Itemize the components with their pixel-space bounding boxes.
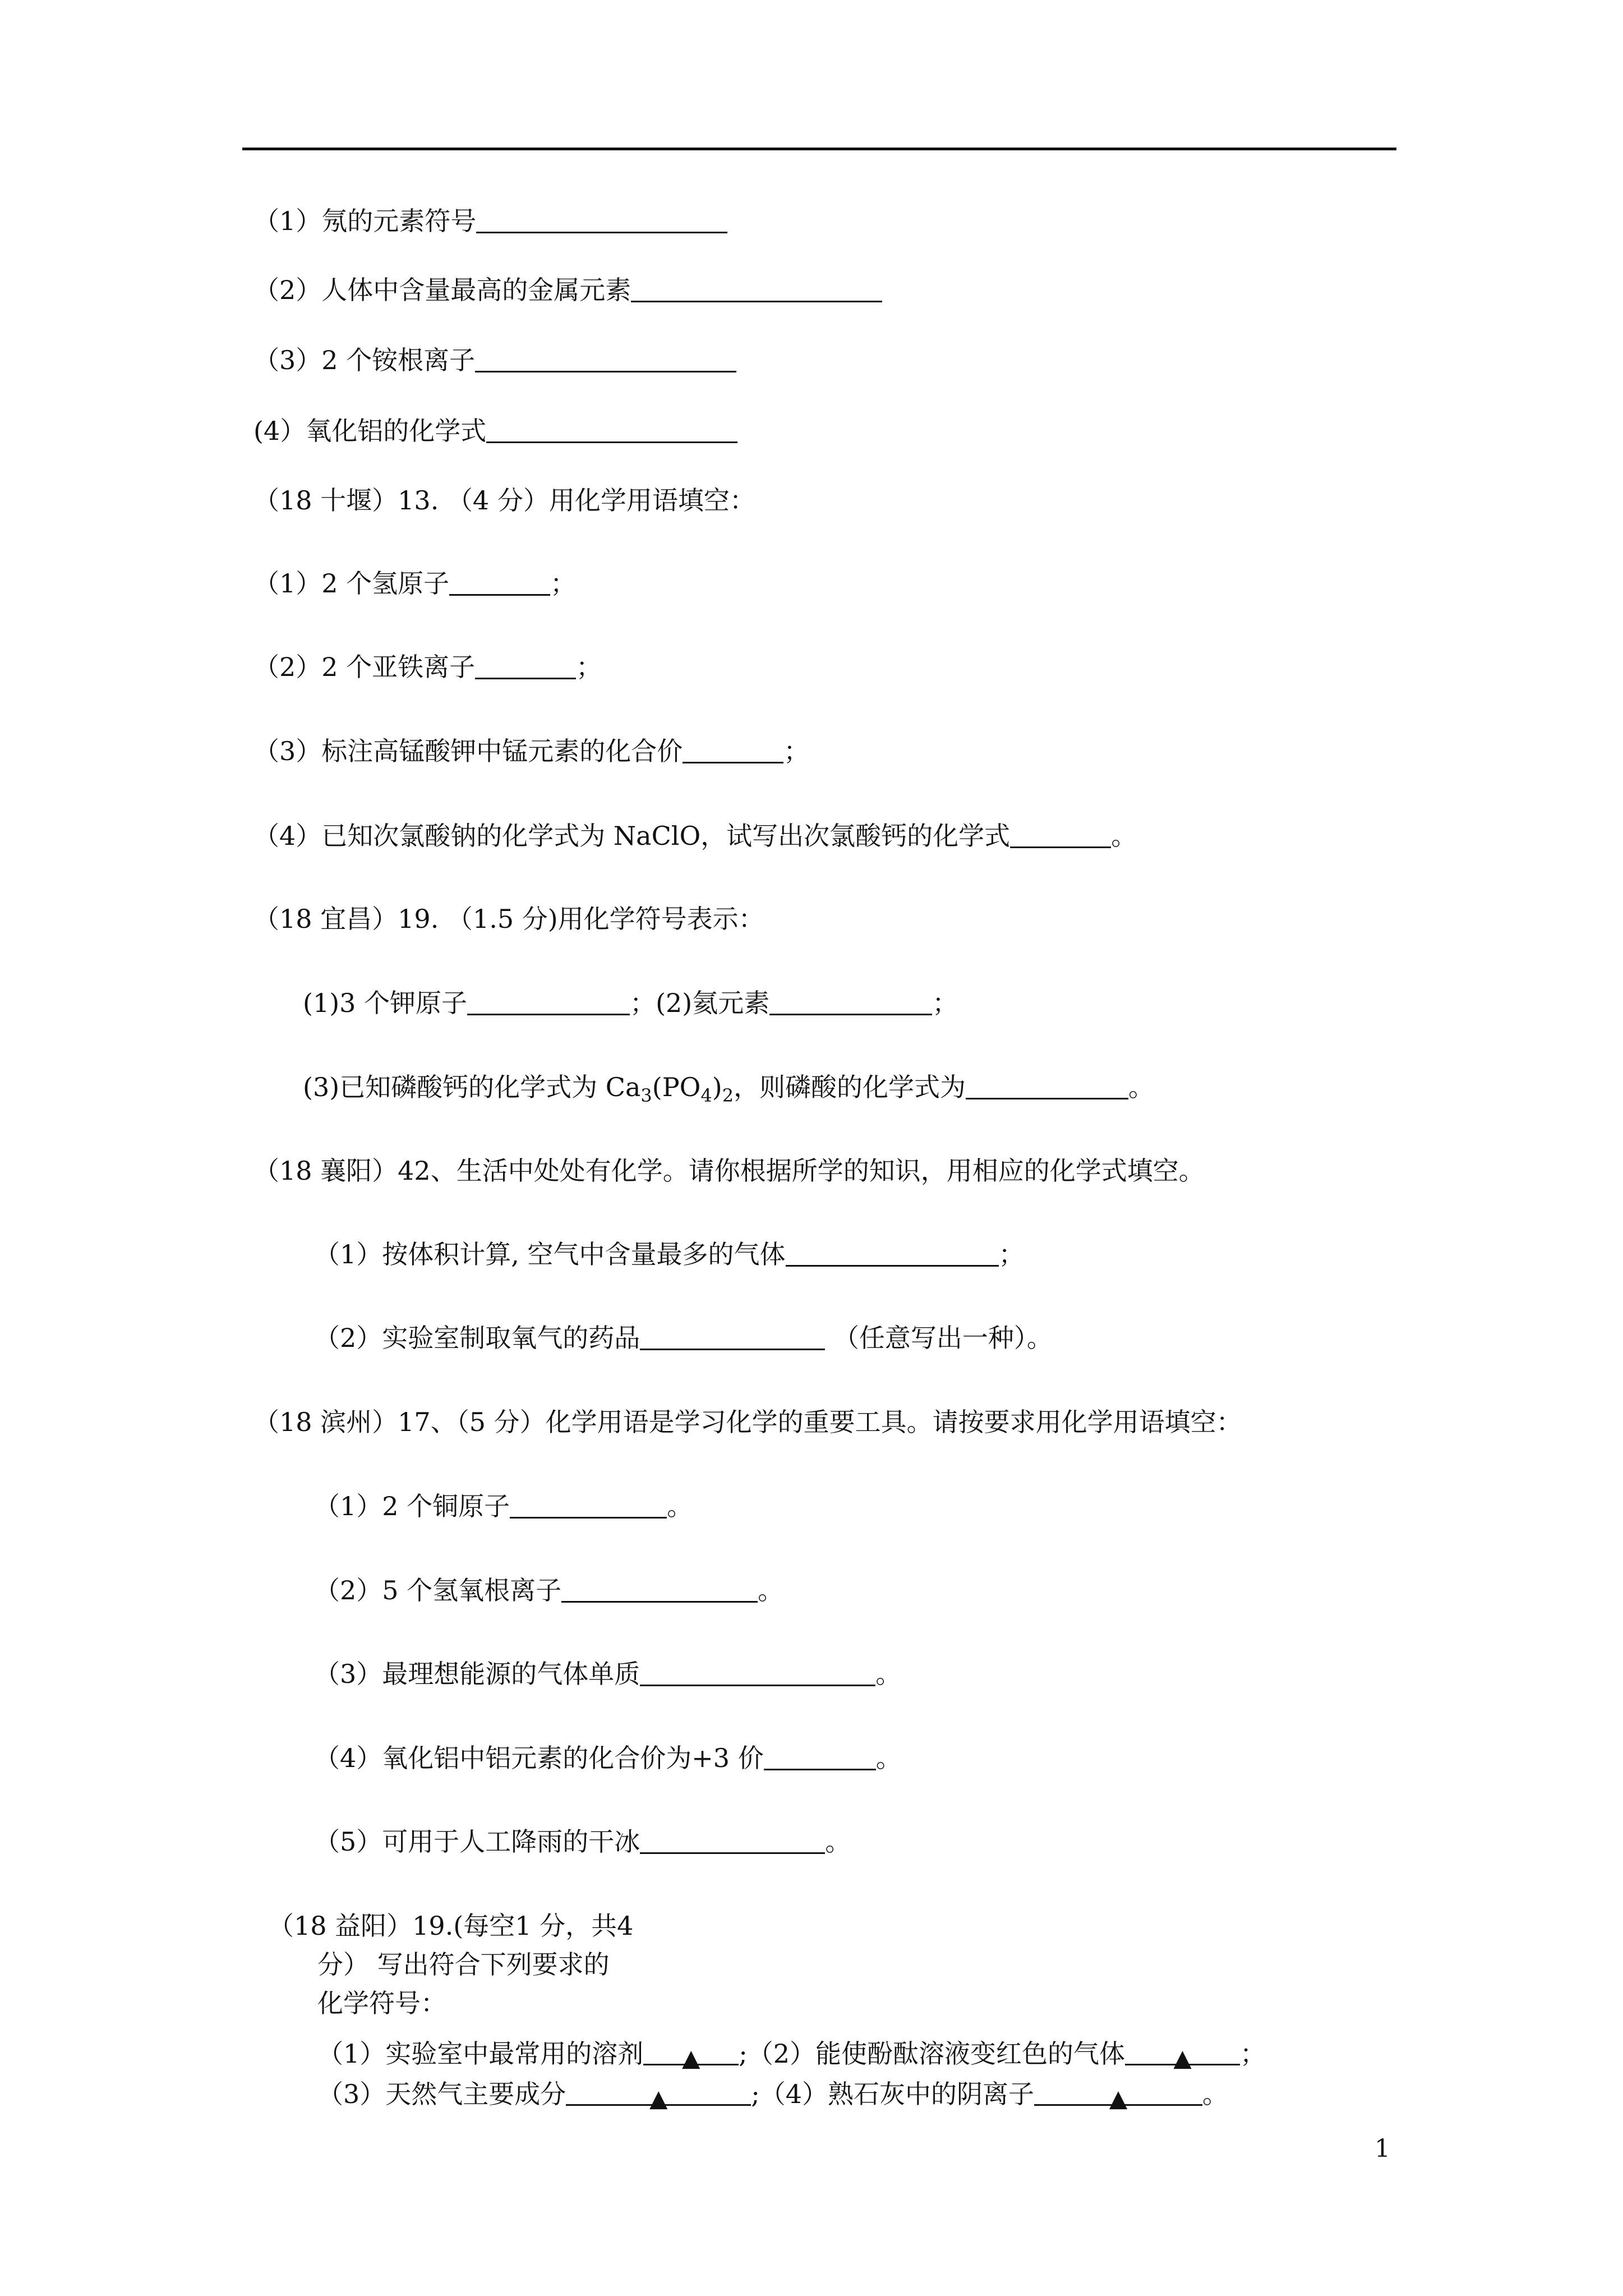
header-rule bbox=[242, 148, 1396, 150]
answer-blank[interactable] bbox=[475, 655, 576, 679]
answer-blank[interactable] bbox=[449, 572, 550, 596]
question-line: （1）按体积计算, 空气中含量最多的气体 ； bbox=[314, 1239, 1025, 1269]
answer-blank[interactable] bbox=[640, 1830, 825, 1854]
triangle-marker: ▲ bbox=[1109, 2085, 1128, 2112]
question-line: (3)已知磷酸钙的化学式为 $Ca_3(PO_4)_2$，则磷酸的化学式为 。 bbox=[303, 1072, 1155, 1106]
question-line: （3）最理想能源的气体单质 。 bbox=[314, 1659, 902, 1689]
question-line: （2）人体中含量最高的金属元素 bbox=[253, 274, 882, 306]
answer-blank[interactable] bbox=[510, 1494, 667, 1519]
question-line: （2）5 个氢氧根离子 。 bbox=[314, 1575, 784, 1605]
question-line: （3）2 个铵根离子 bbox=[253, 344, 736, 376]
question-heading: （18 十堰）13. （4 分）用化学用语填空： bbox=[253, 485, 755, 516]
answer-blank[interactable] bbox=[786, 1243, 999, 1267]
question-line: （1）实验室中最常用的溶剂 ▲ ;（2）能使酚酞溶液变红色的气体 ▲ ； bbox=[317, 2039, 1266, 2072]
answer-blank[interactable] bbox=[1010, 824, 1111, 848]
question-heading: （18 益阳）19.(每空1 分，共4 bbox=[268, 1911, 634, 1941]
answer-blank[interactable] bbox=[769, 991, 932, 1015]
answer-blank[interactable] bbox=[764, 1746, 876, 1770]
page-number: 1 bbox=[1375, 2134, 1390, 2163]
answer-blank[interactable] bbox=[643, 2041, 739, 2072]
question-line: （3）标注高锰酸钾中锰元素的化合价 ； bbox=[253, 736, 810, 766]
question-heading: （18 襄阳）42、生活中处处有化学。请你根据所学的知识，用相应的化学式填空。 bbox=[253, 1156, 1205, 1186]
question-line: (1)3 个钾原子 ；(2)氦元素 ； bbox=[303, 988, 958, 1018]
question-heading: 化学符号： bbox=[317, 1988, 446, 2018]
answer-blank[interactable] bbox=[966, 1075, 1128, 1099]
triangle-marker: ▲ bbox=[649, 2085, 668, 2112]
question-line: （1）2 个铜原子 。 bbox=[314, 1491, 693, 1521]
answer-blank[interactable] bbox=[631, 278, 882, 302]
question-heading: 分） 写出符合下列要求的 bbox=[317, 1949, 610, 1980]
question-line: （1）2 个氢原子 ； bbox=[253, 568, 577, 599]
question-line: （4）氧化铝中铝元素的化合价为+3 价 。 bbox=[314, 1743, 902, 1773]
answer-blank[interactable] bbox=[640, 1326, 825, 1350]
answer-blank[interactable] bbox=[640, 1662, 875, 1686]
question-line: (4）氧化铝的化学式 bbox=[253, 415, 737, 447]
question-line: （1）氖的元素符号 bbox=[253, 205, 727, 237]
answer-blank[interactable] bbox=[467, 991, 630, 1015]
question-line: （5）可用于人工降雨的干冰 。 bbox=[314, 1826, 851, 1857]
question-line: （3）天然气主要成分 ▲ ;（4）熟石灰中的阴离子 ▲ 。 bbox=[317, 2079, 1229, 2112]
question-line: （2）2 个亚铁离子 ； bbox=[253, 652, 602, 682]
triangle-marker: ▲ bbox=[1173, 2044, 1192, 2072]
answer-blank[interactable] bbox=[566, 2082, 751, 2112]
answer-blank[interactable] bbox=[1125, 2041, 1240, 2072]
question-line: （2）实验室制取氧气的药品 （任意写出一种）。 bbox=[314, 1323, 1053, 1353]
question-heading: （18 滨州）17、（5 分）化学用语是学习化学的重要工具。请按要求用化学用语填空： bbox=[253, 1407, 1242, 1437]
answer-blank[interactable] bbox=[486, 419, 737, 443]
answer-blank[interactable] bbox=[476, 209, 727, 233]
answer-blank[interactable] bbox=[1034, 2082, 1202, 2112]
triangle-marker: ▲ bbox=[682, 2044, 700, 2072]
answer-blank[interactable] bbox=[475, 348, 736, 372]
question-line: （4）已知次氯酸钠的化学式为 NaClO，试写出次氯酸钙的化学式 。 bbox=[253, 821, 1137, 851]
answer-blank[interactable] bbox=[561, 1579, 758, 1603]
question-heading: （18 宜昌）19. （1.5 分)用化学符号表示： bbox=[253, 904, 764, 934]
answer-blank[interactable] bbox=[683, 739, 783, 763]
